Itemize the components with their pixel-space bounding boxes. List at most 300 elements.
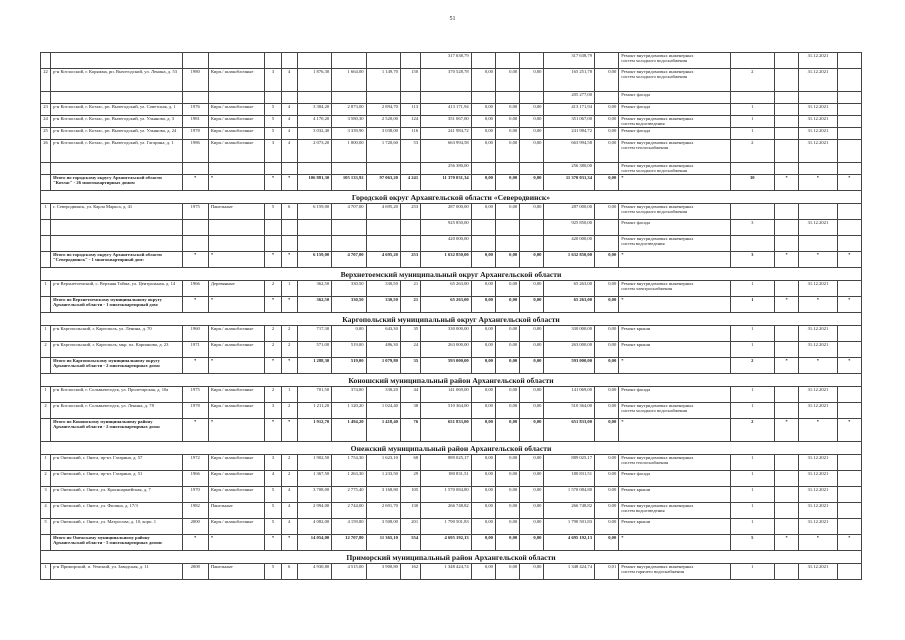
table-cell: 1966 — [182, 281, 208, 297]
table-cell: 4 695,20 — [366, 252, 400, 268]
table-cell: 2 073,20 — [297, 140, 331, 163]
table-row — [41, 471, 862, 487]
table-row — [41, 104, 862, 116]
table-cell: 12 707,80 — [332, 535, 366, 551]
table-cell — [774, 342, 798, 358]
table-cell: Ремонт внутридомовых инженерных систем холодного водоснабжения — [619, 53, 730, 69]
total-row — [41, 175, 862, 191]
table-cell: * — [619, 358, 730, 374]
section-heading-row — [41, 191, 862, 204]
table-cell: 0,00 — [495, 387, 519, 403]
table-cell: 2 — [41, 471, 51, 487]
section-heading: Онежский муниципальный район Архангельской области — [41, 442, 862, 455]
table-cell: 2 520,00 — [366, 116, 400, 128]
table-cell — [281, 53, 297, 69]
table-cell: 0,00 — [595, 403, 619, 419]
table-cell: 330 000,00 — [544, 326, 595, 342]
table-cell: 76 — [400, 419, 420, 442]
table-cell: 1 233,50 — [366, 471, 400, 487]
table-cell — [366, 92, 400, 104]
table-cell: 1 — [730, 116, 774, 128]
table-cell: Кирп./ шлакоблочные — [208, 387, 265, 403]
table-cell: 35 — [400, 326, 420, 342]
table-cell: 1 149,70 — [366, 69, 400, 92]
table-cell: 0,00 — [495, 104, 519, 116]
table-cell: 0,00 — [520, 175, 544, 191]
table-cell: 2 — [265, 326, 281, 342]
table-cell: 2 — [281, 403, 297, 419]
table-row — [41, 487, 862, 503]
table-cell: 0,00 — [471, 342, 495, 358]
table-cell: 5 — [265, 519, 281, 535]
table-cell — [471, 220, 495, 236]
table-cell — [595, 163, 619, 175]
table-cell — [774, 116, 798, 128]
table-cell: 351 067,00 — [421, 116, 472, 128]
table-cell: 2 775,40 — [332, 487, 366, 503]
table-cell: 24 — [41, 116, 51, 128]
table-cell — [799, 204, 837, 220]
table-cell — [41, 163, 51, 175]
table-cell: 1 — [41, 564, 51, 580]
table-cell: 0,00 — [332, 326, 366, 342]
table-cell — [400, 220, 420, 236]
table-cell — [774, 236, 798, 252]
table-cell: р-н Онежский, г. Онега, пр-кт. Гагарина, д. 51 — [51, 471, 182, 487]
table-cell: Ремонт внутридомовых инженерных систем водоотведения — [619, 236, 730, 252]
table-cell: 6 — [281, 564, 297, 580]
table-cell: 0,00 — [595, 252, 619, 268]
table-cell — [471, 236, 495, 252]
table-cell: 5 — [265, 116, 281, 128]
table-cell: 1 348 424,74 — [421, 564, 472, 580]
table-cell — [837, 92, 861, 104]
table-cell — [297, 163, 331, 175]
table-cell: 1 — [730, 471, 774, 487]
table-row — [41, 403, 862, 419]
table-cell: Ремонт фасада — [619, 104, 730, 116]
table-cell: 3 032,40 — [297, 128, 331, 140]
table-cell: Ремонт внутридомовых инженерных систем холодного водоснабжения — [619, 403, 730, 419]
table-cell: 651 833,00 — [421, 419, 472, 442]
table-cell: 2 — [281, 342, 297, 358]
table-cell: 0,00 — [595, 503, 619, 519]
table-cell: р-н Каргопольский, г. Каргополь, мкр. пл. Карпинова, д. 23 — [51, 342, 182, 358]
table-cell: 11 370 031,34 — [544, 175, 595, 191]
table-row — [41, 455, 862, 471]
table-cell: 0,00 — [595, 69, 619, 92]
table-cell: 4 695 192,13 — [544, 535, 595, 551]
table-cell: * — [837, 535, 861, 551]
table-cell — [366, 236, 400, 252]
table-cell: Итого по Онежскому муниципальному району Архангельской области - 5 многоквартирных домов: — [51, 535, 182, 551]
table-cell: 1981 — [182, 116, 208, 128]
table-cell: 486,30 — [366, 342, 400, 358]
table-cell: 3 — [730, 252, 774, 268]
table-cell: 6 159,00 — [297, 204, 331, 220]
table-cell — [41, 358, 51, 374]
table-cell: Ремонт внутридомовых инженерных систем горячего водоснабжения — [619, 564, 730, 580]
table-cell: 31.12.2021 — [799, 116, 837, 128]
table-cell: р-н Котласский, г. Котлас, рп. Вычегодский, ул. Гагарина, д. 1 — [51, 140, 182, 163]
table-cell: 5 — [265, 487, 281, 503]
table-cell: Кирп./ шлакоблочные — [208, 487, 265, 503]
table-cell: 1966 — [182, 471, 208, 487]
table-cell: 0,00 — [595, 471, 619, 487]
table-cell: 1 — [281, 387, 297, 403]
table-cell: * — [799, 252, 837, 268]
table-cell: 1980 — [182, 69, 208, 92]
table-cell: Кирп./ шлакоблочные — [208, 326, 265, 342]
table-cell: 1 — [730, 326, 774, 342]
table-cell: 663 994,58 — [421, 140, 472, 163]
table-cell — [799, 92, 837, 104]
table-cell: Кирп./ шлакоблочные — [208, 128, 265, 140]
table-cell: 4 — [41, 503, 51, 519]
table-cell: 2 — [41, 403, 51, 419]
table-cell — [208, 220, 265, 236]
table-cell: 31.12.2021 — [799, 387, 837, 403]
section-heading-row — [41, 313, 862, 326]
table-cell: 889 025,17 — [544, 455, 595, 471]
table-cell: 317 638,79 — [544, 53, 595, 69]
table-cell: 266 748,82 — [544, 503, 595, 519]
table-cell: 2 873,00 — [332, 104, 366, 116]
table-cell — [837, 163, 861, 175]
table-cell: * — [182, 252, 208, 268]
table-cell: 3 708,00 — [297, 487, 331, 503]
table-cell — [366, 53, 400, 69]
table-cell: 150 — [400, 69, 420, 92]
table-cell: 180 831,51 — [421, 471, 472, 487]
table-cell — [774, 387, 798, 403]
table-cell — [495, 163, 519, 175]
table-cell: 4 — [281, 116, 297, 128]
table-cell: 0,00 — [595, 128, 619, 140]
table-cell: * — [774, 358, 798, 374]
table-cell — [837, 220, 861, 236]
table-cell — [208, 53, 265, 69]
table-cell: р-н Котласский, г. Сольвычегодск, ул. Ленина, д. 78 — [51, 403, 182, 419]
table-cell: 2 — [281, 471, 297, 487]
table-cell — [366, 220, 400, 236]
table-cell: р-н Онежский, г. Онега, ул. Филина, д. 17/3 — [51, 503, 182, 519]
table-cell: 0,00 — [471, 564, 495, 580]
table-cell: Кирп./ шлакоблочные — [208, 342, 265, 358]
table-cell — [182, 220, 208, 236]
table-cell — [332, 236, 366, 252]
table-cell: * — [281, 419, 297, 442]
table-cell: 11 370 031,34 — [421, 175, 472, 191]
table-cell: 0,00 — [471, 326, 495, 342]
table-row — [41, 564, 862, 580]
table-cell: * — [799, 175, 837, 191]
total-row — [41, 252, 862, 268]
table-cell: 3 — [265, 140, 281, 163]
table-row — [41, 204, 862, 220]
table-cell — [332, 163, 366, 175]
table-cell — [595, 92, 619, 104]
table-cell: * — [182, 175, 208, 191]
table-cell: 2 — [265, 387, 281, 403]
table-cell: 162 — [400, 564, 420, 580]
table-cell: 317 638,79 — [421, 53, 472, 69]
capital-repair-table — [40, 52, 862, 580]
table-cell — [182, 236, 208, 252]
table-cell: 1 790 501,83 — [544, 519, 595, 535]
table-cell — [332, 53, 366, 69]
table-cell: р-н Приморский, п. Уемский, ул. Заводская, д. 11 — [51, 564, 182, 580]
table-cell: 31.12.2021 — [799, 519, 837, 535]
table-cell — [471, 163, 495, 175]
table-cell: 11 365,10 — [366, 535, 400, 551]
table-cell: 0,00 — [495, 116, 519, 128]
table-cell: 0,00 — [495, 403, 519, 419]
table-cell: 1 800,00 — [332, 140, 366, 163]
table-cell: 1 348 424,74 — [544, 564, 595, 580]
table-cell: 1 720,60 — [366, 140, 400, 163]
table-cell — [730, 204, 774, 220]
table-cell: * — [281, 252, 297, 268]
table-cell: 0,00 — [520, 519, 544, 535]
table-cell — [730, 92, 774, 104]
table-cell — [837, 128, 861, 140]
table-cell: 4 — [281, 519, 297, 535]
table-cell — [41, 535, 51, 551]
table-cell: р-н Котласский, г. Котлас, рп. Вычегодский, ул. Ульянова, д. 24 — [51, 128, 182, 140]
table-cell: 2 — [730, 358, 774, 374]
table-cell: 4 695 192,13 — [421, 535, 472, 551]
table-cell: 0,00 — [471, 455, 495, 471]
table-cell: * — [182, 535, 208, 551]
table-cell: 1960 — [182, 326, 208, 342]
table-cell: Деревянные — [208, 281, 265, 297]
table-cell: р-н Онежский, г. Онега, ул. Матросова, д. 10, корп. 1 — [51, 519, 182, 535]
table-cell: Ремонт внутридомовых инженерных систем холодного водоснабжения — [619, 163, 730, 175]
table-cell — [837, 519, 861, 535]
table-cell: 287 000,00 — [544, 204, 595, 220]
table-cell — [595, 53, 619, 69]
table-cell: 1 — [730, 128, 774, 140]
table-cell: 5 — [265, 104, 281, 116]
table-cell: 4 707,00 — [332, 204, 366, 220]
total-row — [41, 297, 862, 313]
table-cell: 0,00 — [471, 503, 495, 519]
table-cell — [41, 252, 51, 268]
table-cell: 1 — [730, 519, 774, 535]
table-cell: 0,00 — [520, 455, 544, 471]
table-cell: 38 — [400, 403, 420, 419]
table-cell: Итого по Каргопольскому муниципальному округу Архангельской области - 2 многоквартирных дома: — [51, 358, 182, 374]
table-cell — [41, 175, 51, 191]
table-cell: 351 067,00 — [544, 116, 595, 128]
table-cell: * — [799, 419, 837, 442]
table-cell: 1 876,30 — [297, 69, 331, 92]
table-cell: 0,00 — [495, 564, 519, 580]
table-cell: 3 384,20 — [297, 104, 331, 116]
table-cell — [799, 163, 837, 175]
table-cell — [297, 236, 331, 252]
table-cell: 1 — [281, 281, 297, 297]
total-row — [41, 535, 862, 551]
table-cell: 1 — [730, 487, 774, 503]
table-cell — [837, 487, 861, 503]
table-cell: 0,00 — [520, 342, 544, 358]
table-cell: 0,00 — [595, 297, 619, 313]
table-cell: 14 054,00 — [297, 535, 331, 551]
table-cell: 2 — [281, 326, 297, 342]
table-cell: 1 120,20 — [332, 403, 366, 419]
table-cell: 0,00 — [471, 297, 495, 313]
table-cell — [41, 53, 51, 69]
table-cell: 3 339,90 — [332, 128, 366, 140]
table-cell: 0,00 — [495, 471, 519, 487]
table-cell: 31.12.2021 — [799, 69, 837, 92]
table-cell — [774, 104, 798, 116]
table-cell: 31.12.2021 — [799, 326, 837, 342]
table-cell — [265, 163, 281, 175]
table-cell: 253 — [400, 204, 420, 220]
table-cell: 370 528,78 — [421, 69, 472, 92]
table-cell: 2 994,00 — [297, 503, 331, 519]
table-cell: 330,50 — [366, 297, 400, 313]
section-heading-row — [41, 551, 862, 564]
table-cell — [281, 92, 297, 104]
table-cell: 1 — [41, 387, 51, 403]
table-cell: 31.12.2021 — [799, 487, 837, 503]
table-cell: 1 288,30 — [297, 358, 331, 374]
table-cell: 21 — [400, 297, 420, 313]
table-cell: 0,00 — [471, 487, 495, 503]
table-cell: 0,00 — [471, 104, 495, 116]
table-cell: 1 632 850,00 — [544, 252, 595, 268]
table-cell: 31.12.2021 — [799, 53, 837, 69]
table-cell: 4 — [265, 471, 281, 487]
table-cell: 35 — [400, 358, 420, 374]
table-cell: 106 881,30 — [297, 175, 331, 191]
table-row — [41, 503, 862, 519]
table-cell — [595, 236, 619, 252]
table-cell: 180 831,51 — [544, 471, 595, 487]
table-cell: 0,00 — [471, 358, 495, 374]
table-cell: 4 — [281, 104, 297, 116]
table-cell: 0,00 — [495, 140, 519, 163]
table-cell: 1 632 850,00 — [421, 252, 472, 268]
table-cell — [774, 163, 798, 175]
table-cell — [837, 53, 861, 69]
table-cell — [774, 220, 798, 236]
table-cell: 0,00 — [520, 116, 544, 128]
table-row — [41, 116, 862, 128]
table-cell: 0,00 — [495, 455, 519, 471]
table-cell — [265, 220, 281, 236]
table-cell: Ремонт фасада — [619, 220, 730, 236]
table-row — [41, 128, 862, 140]
table-cell: 4 695,20 — [366, 204, 400, 220]
table-cell — [495, 236, 519, 252]
table-cell — [837, 69, 861, 92]
table-cell: 65 263,00 — [421, 297, 472, 313]
table-cell: 1 494,20 — [332, 419, 366, 442]
table-cell — [774, 204, 798, 220]
table-cell: 0,00 — [495, 535, 519, 551]
table-cell: Ремонт крыши — [619, 519, 730, 535]
table-cell: 3 — [265, 455, 281, 471]
table-cell: р-н Котласский, г. Сольвычегодск, ул. Пролетарская, д. 10а — [51, 387, 182, 403]
table-cell: 0,00 — [520, 387, 544, 403]
table-cell: 889 025,17 — [421, 455, 472, 471]
table-cell: 0,00 — [595, 104, 619, 116]
table-cell: * — [619, 252, 730, 268]
table-cell — [208, 163, 265, 175]
table-cell: 651 833,00 — [544, 419, 595, 442]
table-cell: 1 664,00 — [332, 69, 366, 92]
table-cell — [182, 163, 208, 175]
table-cell: 2 — [730, 419, 774, 442]
table-cell: * — [619, 175, 730, 191]
table-cell: 0,00 — [471, 175, 495, 191]
table-cell — [41, 92, 51, 104]
table-cell: 0,00 — [495, 487, 519, 503]
table-cell: Кирп./ шлакоблочные — [208, 471, 265, 487]
table-cell: Панельные — [208, 204, 265, 220]
table-cell: 0,00 — [495, 342, 519, 358]
table-cell: 31.12.2021 — [799, 455, 837, 471]
table-cell — [774, 564, 798, 580]
total-row — [41, 419, 862, 442]
table-cell: 1 367,50 — [297, 471, 331, 487]
table-cell: 0,00 — [471, 69, 495, 92]
table-cell: 205 277,00 — [544, 92, 595, 104]
table-cell: 1 902,50 — [297, 455, 331, 471]
table-cell: 5 — [41, 519, 51, 535]
table-cell: 4 — [281, 140, 297, 163]
table-cell: * — [208, 175, 265, 191]
table-cell: 0,00 — [520, 140, 544, 163]
table-cell: 1972 — [182, 455, 208, 471]
section-heading-row — [41, 268, 862, 281]
table-cell: 253 — [400, 252, 420, 268]
table-cell — [774, 487, 798, 503]
table-cell — [51, 53, 182, 69]
table-cell: 3 168,80 — [366, 487, 400, 503]
table-cell: 1976 — [182, 104, 208, 116]
table-cell: 1 — [730, 455, 774, 471]
table-cell: 3 — [730, 220, 774, 236]
table-cell: 3 — [265, 403, 281, 419]
table-cell: 3 — [265, 69, 281, 92]
table-cell: 0,01 — [595, 564, 619, 580]
table-cell: 510 364,00 — [421, 403, 472, 419]
table-cell: 3 508,00 — [366, 519, 400, 535]
table-cell — [774, 455, 798, 471]
table-cell: * — [837, 252, 861, 268]
table-cell: * — [799, 297, 837, 313]
table-cell: Ремонт крыши — [619, 487, 730, 503]
table-cell — [774, 519, 798, 535]
table-cell: 0,00 — [520, 471, 544, 487]
table-cell: 0,00 — [520, 419, 544, 442]
table-row — [41, 220, 862, 236]
table-cell: р-н Котласский, г. Котлас, рп. Вычегодский, ул. Советская, д. 1 — [51, 104, 182, 116]
table-cell: 1 — [41, 326, 51, 342]
table-cell: 4 — [281, 69, 297, 92]
table-cell: 643,30 — [366, 326, 400, 342]
table-cell — [730, 236, 774, 252]
table-cell — [837, 455, 861, 471]
table-cell: 2 — [265, 281, 281, 297]
table-cell: 0,00 — [595, 487, 619, 503]
